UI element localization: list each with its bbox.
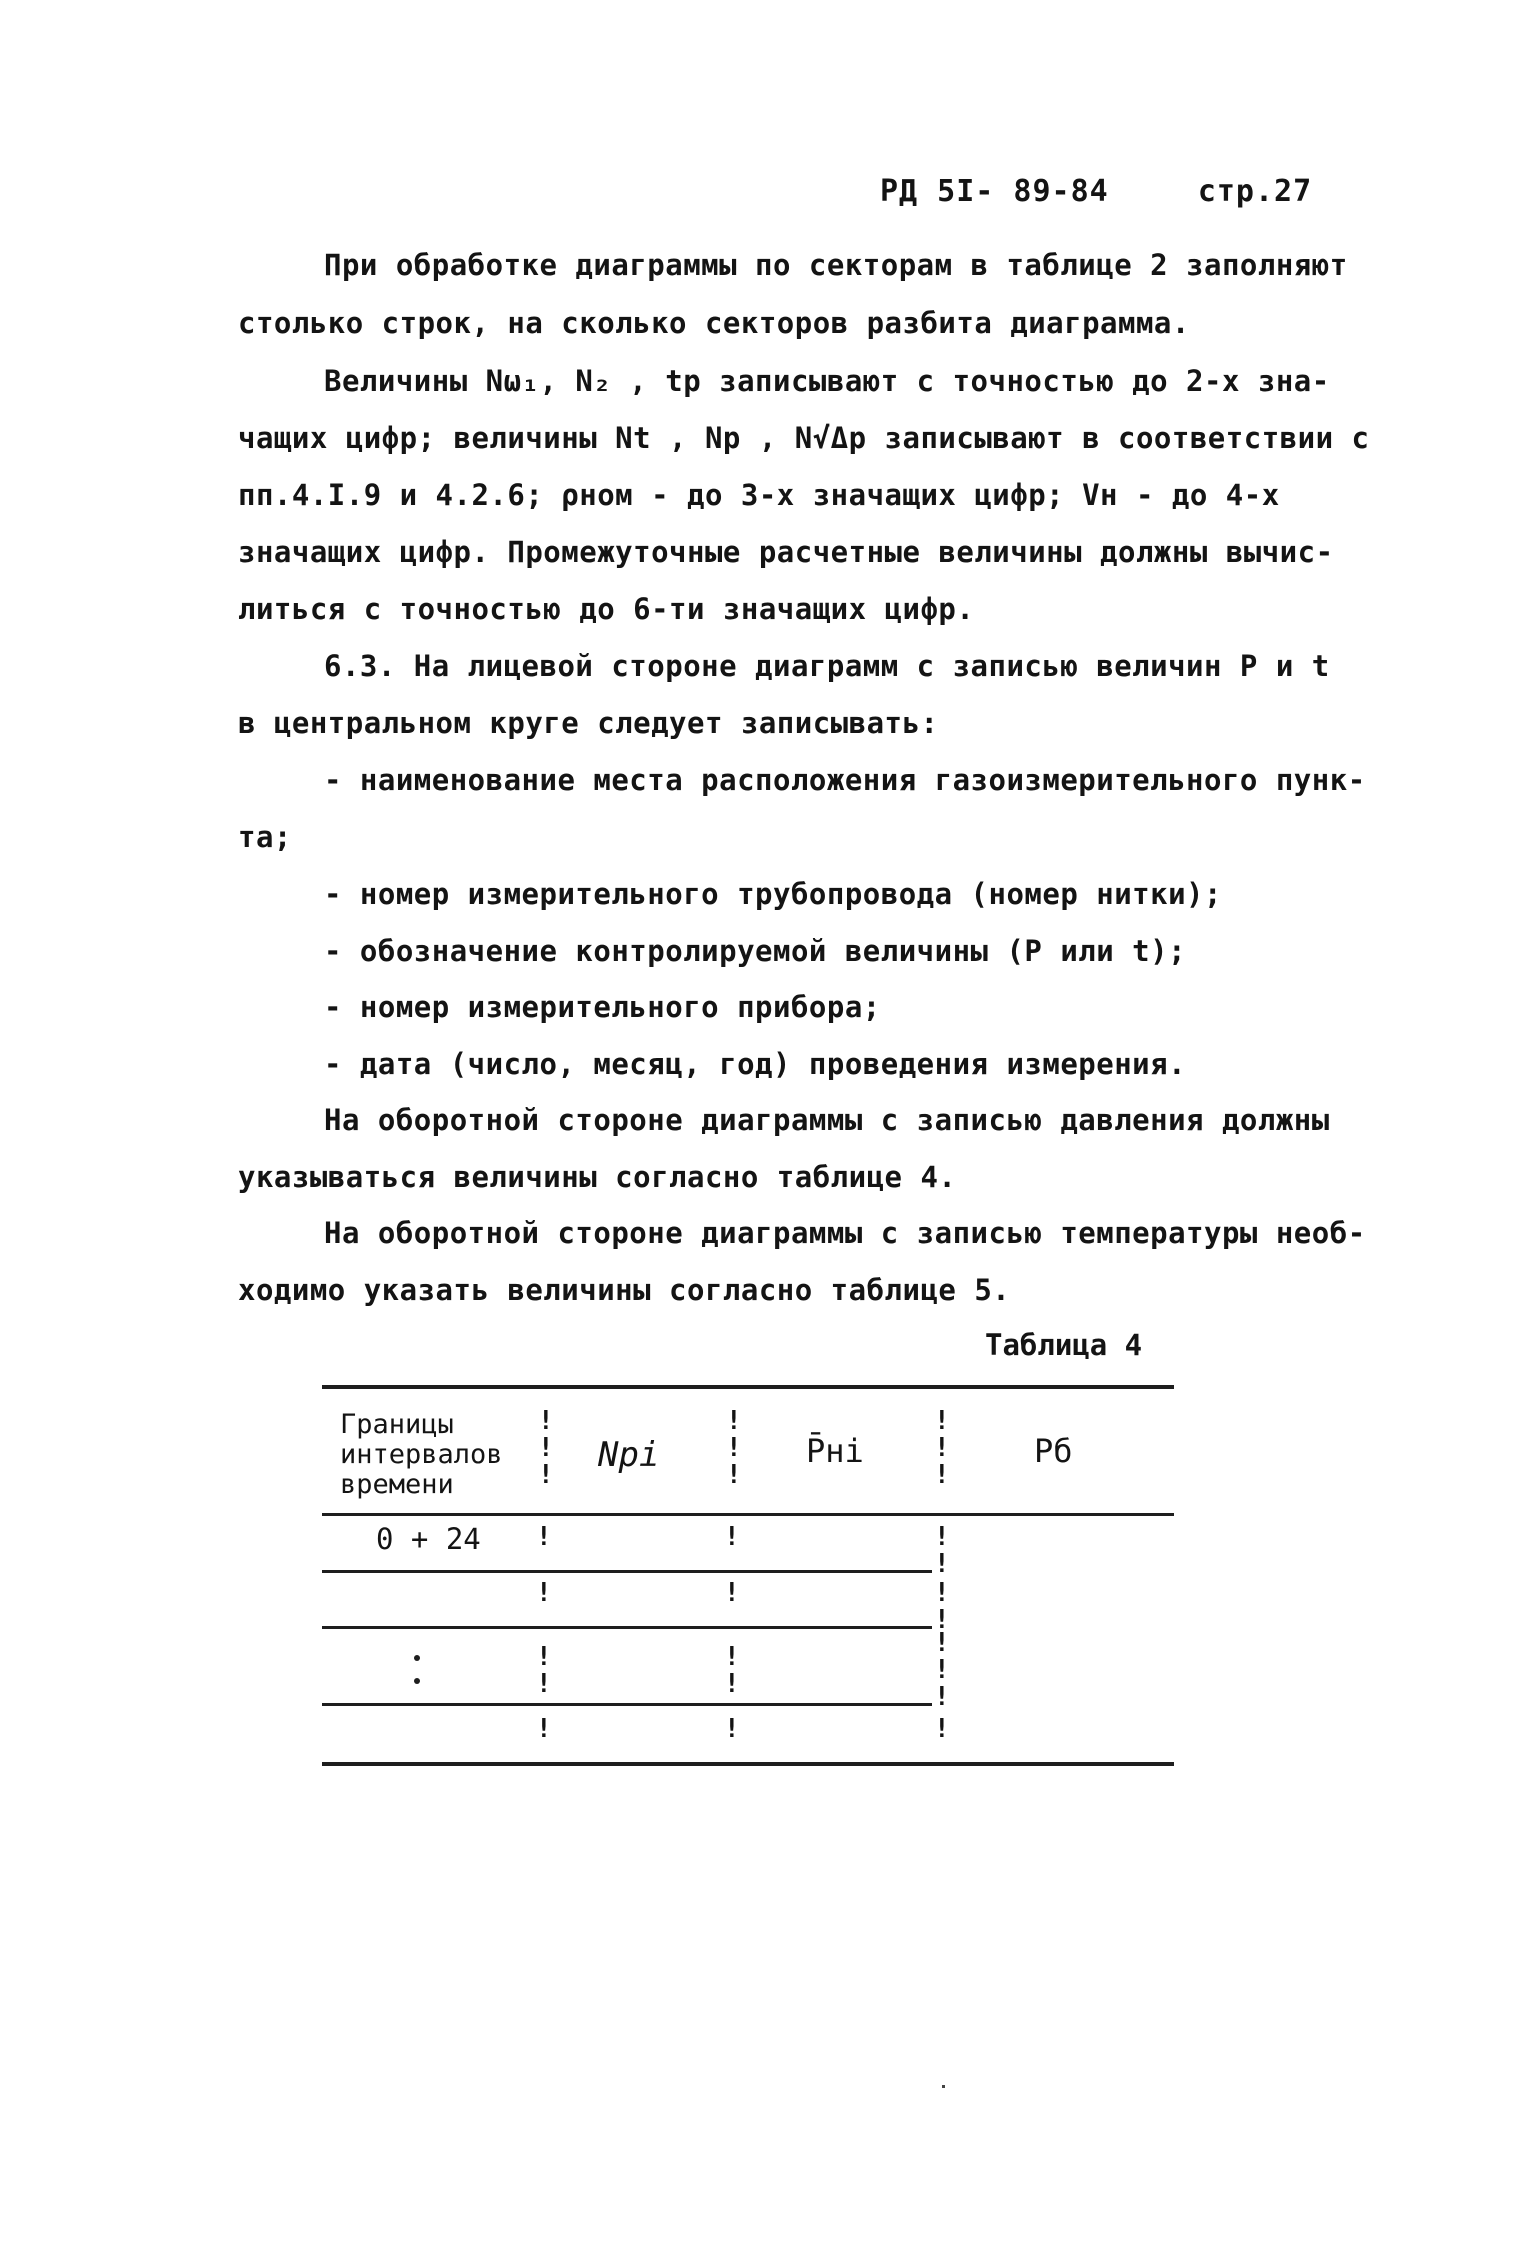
list-item: - обозначение контролируемой величины (Р или t); bbox=[324, 934, 1187, 968]
table-caption: Таблица 4 bbox=[985, 1328, 1143, 1362]
column-separator: ! ! ! bbox=[934, 1628, 950, 1712]
column-separator: ! bbox=[724, 1522, 740, 1552]
page-number: стр.27 bbox=[1197, 174, 1313, 209]
column-separator: ! ! bbox=[536, 1642, 552, 1699]
header-cell-npi: Npi bbox=[598, 1435, 660, 1475]
paragraph-line: Величины Nω₁, N₂ , tр записывают с точностью до 2-х зна- bbox=[324, 364, 1330, 398]
list-item-continuation: та; bbox=[238, 820, 292, 854]
paragraph-line: На оборотной стороне диаграммы с записью давления должны bbox=[324, 1103, 1330, 1137]
scan-speck bbox=[942, 2085, 945, 2088]
column-separator: ! bbox=[536, 1578, 552, 1608]
column-separator: ! bbox=[934, 1714, 950, 1744]
row-rule bbox=[322, 1626, 932, 1629]
table-bottom-rule bbox=[322, 1762, 1174, 1766]
column-separator: ! bbox=[724, 1578, 740, 1608]
paragraph-line: ходимо указать величины согласно таблице 5. bbox=[238, 1273, 1011, 1307]
paragraph-line: На оборотной стороне диаграммы с записью температуры необ- bbox=[324, 1216, 1366, 1250]
column-separator: ! ! ! bbox=[934, 1406, 950, 1490]
row-rule bbox=[322, 1703, 932, 1706]
list-item: - наименование места расположения газоизмерительного пунк- bbox=[324, 763, 1366, 797]
header-bottom-rule bbox=[322, 1513, 1174, 1516]
list-item: - номер измерительного трубопровода (номер нитки); bbox=[324, 877, 1222, 911]
column-separator: ! ! bbox=[724, 1642, 740, 1699]
paragraph-line: указываться величины согласно таблице 4. bbox=[238, 1160, 957, 1194]
paragraph-line: чащих цифр; величины Nt , Nр , N√Δр записывают в соответствии с bbox=[238, 421, 1370, 455]
header-cell-pb: Pб bbox=[1034, 1432, 1073, 1470]
column-separator: ! ! bbox=[934, 1578, 950, 1635]
list-item: - дата (число, месяц, год) проведения измерения. bbox=[324, 1047, 1187, 1081]
document-code: РД 5I- 89-84 bbox=[880, 174, 1109, 209]
column-separator: ! bbox=[536, 1522, 552, 1552]
paragraph-line: 6.3. На лицевой стороне диаграмм с записью величин Р и t bbox=[324, 649, 1330, 683]
list-item: - номер измерительного прибора; bbox=[324, 990, 881, 1024]
row-interval-label: 0 + 24 bbox=[376, 1522, 481, 1556]
paragraph-line: пп.4.I.9 и 4.2.6; ρном - до 3-х значащих цифр; Vн - до 4-х bbox=[238, 478, 1280, 512]
row-rule bbox=[322, 1570, 932, 1573]
paragraph-line: литься с точностью до 6-ти значащих цифр. bbox=[238, 592, 975, 626]
header-cell-intervals: Границы интервалов времени bbox=[340, 1409, 503, 1500]
paragraph-line: в центральном круге следует записывать: bbox=[238, 706, 939, 740]
header-cell-pni: P̄нi bbox=[806, 1432, 864, 1470]
paragraph-line: столько строк, на сколько секторов разбита диаграмма. bbox=[238, 306, 1190, 340]
paragraph-line: При обработке диаграммы по секторам в таблице 2 заполняют bbox=[324, 248, 1348, 282]
column-separator: ! bbox=[724, 1714, 740, 1744]
page-header bbox=[880, 174, 1312, 209]
paragraph-line: значащих цифр. Промежуточные расчетные величины должны вычис- bbox=[238, 535, 1334, 569]
column-separator: ! ! ! bbox=[538, 1406, 554, 1490]
column-separator: ! ! bbox=[934, 1522, 950, 1579]
column-separator: ! bbox=[536, 1714, 552, 1744]
column-separator: ! ! ! bbox=[726, 1406, 742, 1490]
table-top-rule bbox=[322, 1385, 1174, 1389]
